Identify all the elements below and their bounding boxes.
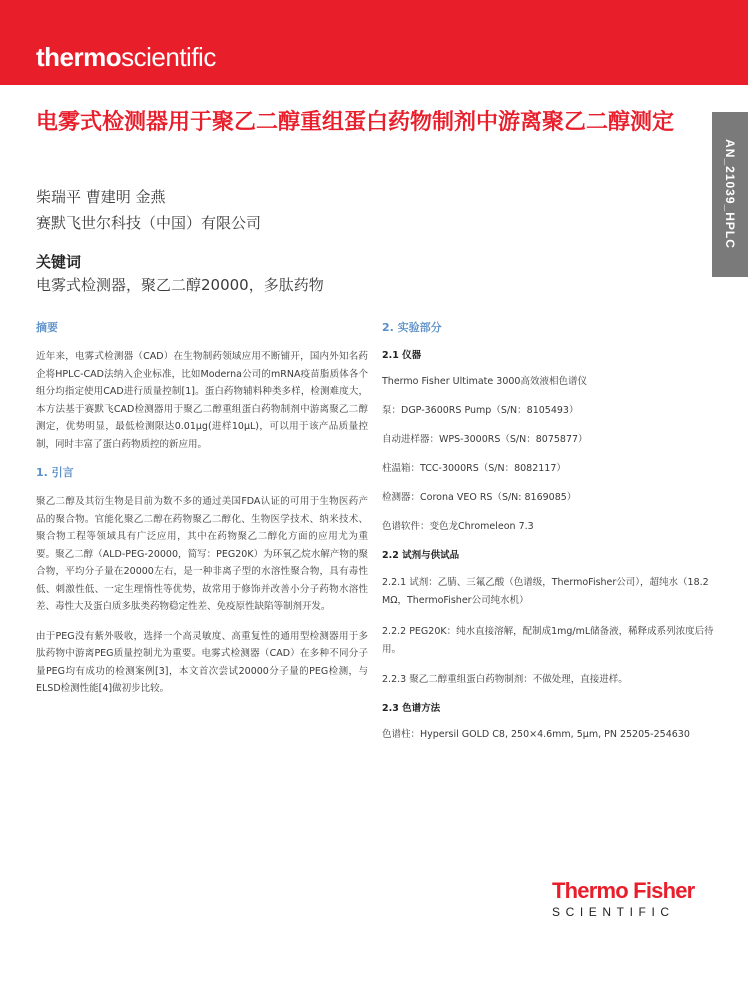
reagent-heading: 2.2 试剂与供试品	[382, 550, 460, 561]
authors: 柴瑞平 曹建明 金燕	[36, 188, 166, 206]
logo-bottom-text: SCIENTIFIC	[552, 905, 675, 919]
thermo-fisher-logo	[552, 880, 714, 920]
header-bar	[0, 0, 748, 85]
instrument-item: 泵：DGP-3600RS Pump（S/N：8105493）	[382, 405, 579, 416]
instrument-item: 柱温箱：TCC-3000RS（S/N：8082117）	[382, 463, 566, 474]
keywords-text: 电雾式检测器，聚乙二醇20000，多肽药物	[36, 276, 324, 294]
reagent-item: 2.2.1 试剂：乙腈、三氟乙酸（色谱级，ThermoFisher公司），超纯水（18.2 MΩ，ThermoFisher公司纯水机）	[382, 577, 709, 606]
instrument-item: 检测器：Corona VEO RS（S/N: 8169085）	[382, 492, 577, 503]
brand-bold: thermo	[36, 42, 122, 72]
thermo-scientific-logo	[36, 42, 216, 72]
right-column	[382, 320, 722, 756]
abstract-heading: 摘要	[36, 321, 58, 334]
column-spec: 色谱柱：Hypersil GOLD C8, 250×4.6mm, 5μm, PN 25205-254630	[382, 729, 690, 740]
doc-code-tab	[712, 112, 748, 277]
intro-paragraph-1: 聚乙二醇及其衍生物是目前为数不多的通过美国FDA认证的可用于生物医药产品的聚合物。官能化聚乙二醇在药物聚乙二醇化、生物医学技术、纳米技术、聚合物工程等领域具有广泛应用，其中在药物聚乙二醇化方面的应用尤为重要。聚乙二醇（ALD-PEG-20000，简写：PEG20K）为环氧乙烷水解产物的聚合物，平均分子量在20000左右，是一种非离子型的水溶性聚合物，具有毒性低、刺激性低、一定生理惰性等优势，故常用于修饰并改善小分子药物水溶性差、毒性大及蛋白质多肽类药物稳定性差、免疫原性缺陷等制剂开发。	[36, 496, 368, 612]
page-title: 电雾式检测器用于聚乙二醇重组蛋白药物制剂中游离聚乙二醇测定	[36, 110, 675, 135]
instrument-item: 色谱软件：变色龙Chromeleon 7.3	[382, 521, 534, 532]
keywords-label: 关键词	[36, 253, 82, 271]
doc-code: AN_21039_HPLC	[723, 139, 737, 249]
intro-heading: 1. 引言	[36, 466, 74, 479]
abstract-paragraph: 近年来，电雾式检测器（CAD）在生物制药领域应用不断铺开，国内外知名药企将HPLC-CAD法纳入企业标准，比如Moderna公司的mRNA疫苗脂质体各个组分均指定使用CAD进行质量控制[1]。蛋白药物辅料种类多样，检测难度大，本方法基于赛默飞CAD检测器用于聚乙二醇重组蛋白药物制剂中游离聚乙二醇测定，优势明显，最低检测限达0.01μg(进样10μL)，可以用于该产品质量控制，同时丰富了蛋白药物质控的新应用。	[36, 351, 368, 450]
reagent-item: 2.2.2 PEG20K：纯水直接溶解，配制成1mg/mL储备液，稀释成系列浓度后待用。	[382, 626, 714, 655]
intro-paragraph-2: 由于PEG没有紫外吸收，选择一个高灵敏度、高重复性的通用型检测器用于多肽药物中游离PEG质量控制尤为重要。电雾式检测器（CAD）在多种不同分子量PEG均有成功的检测案例[3]，本文首次尝试20000分子量的PEG检测，与ELSD检测性能[4]做初步比较。	[36, 630, 368, 694]
instrument-heading: 2.1 仪器	[382, 350, 422, 361]
left-column	[36, 320, 368, 710]
brand-light: scientific	[121, 42, 216, 72]
affiliation: 赛默飞世尔科技（中国）有限公司	[36, 214, 262, 232]
experiment-heading: 2. 实验部分	[382, 321, 442, 334]
instrument-item: 自动进样器：WPS-3000RS（S/N：8075877）	[382, 434, 588, 445]
instrument-item: Thermo Fisher Ultimate 3000高效液相色谱仪	[382, 376, 587, 387]
logo-top-text: Thermo Fisher	[552, 878, 695, 903]
author-block	[36, 184, 261, 236]
method-heading: 2.3 色谱方法	[382, 703, 441, 714]
reagent-item: 2.2.3 聚乙二醇重组蛋白药物制剂：不做处理，直接进样。	[382, 674, 628, 685]
